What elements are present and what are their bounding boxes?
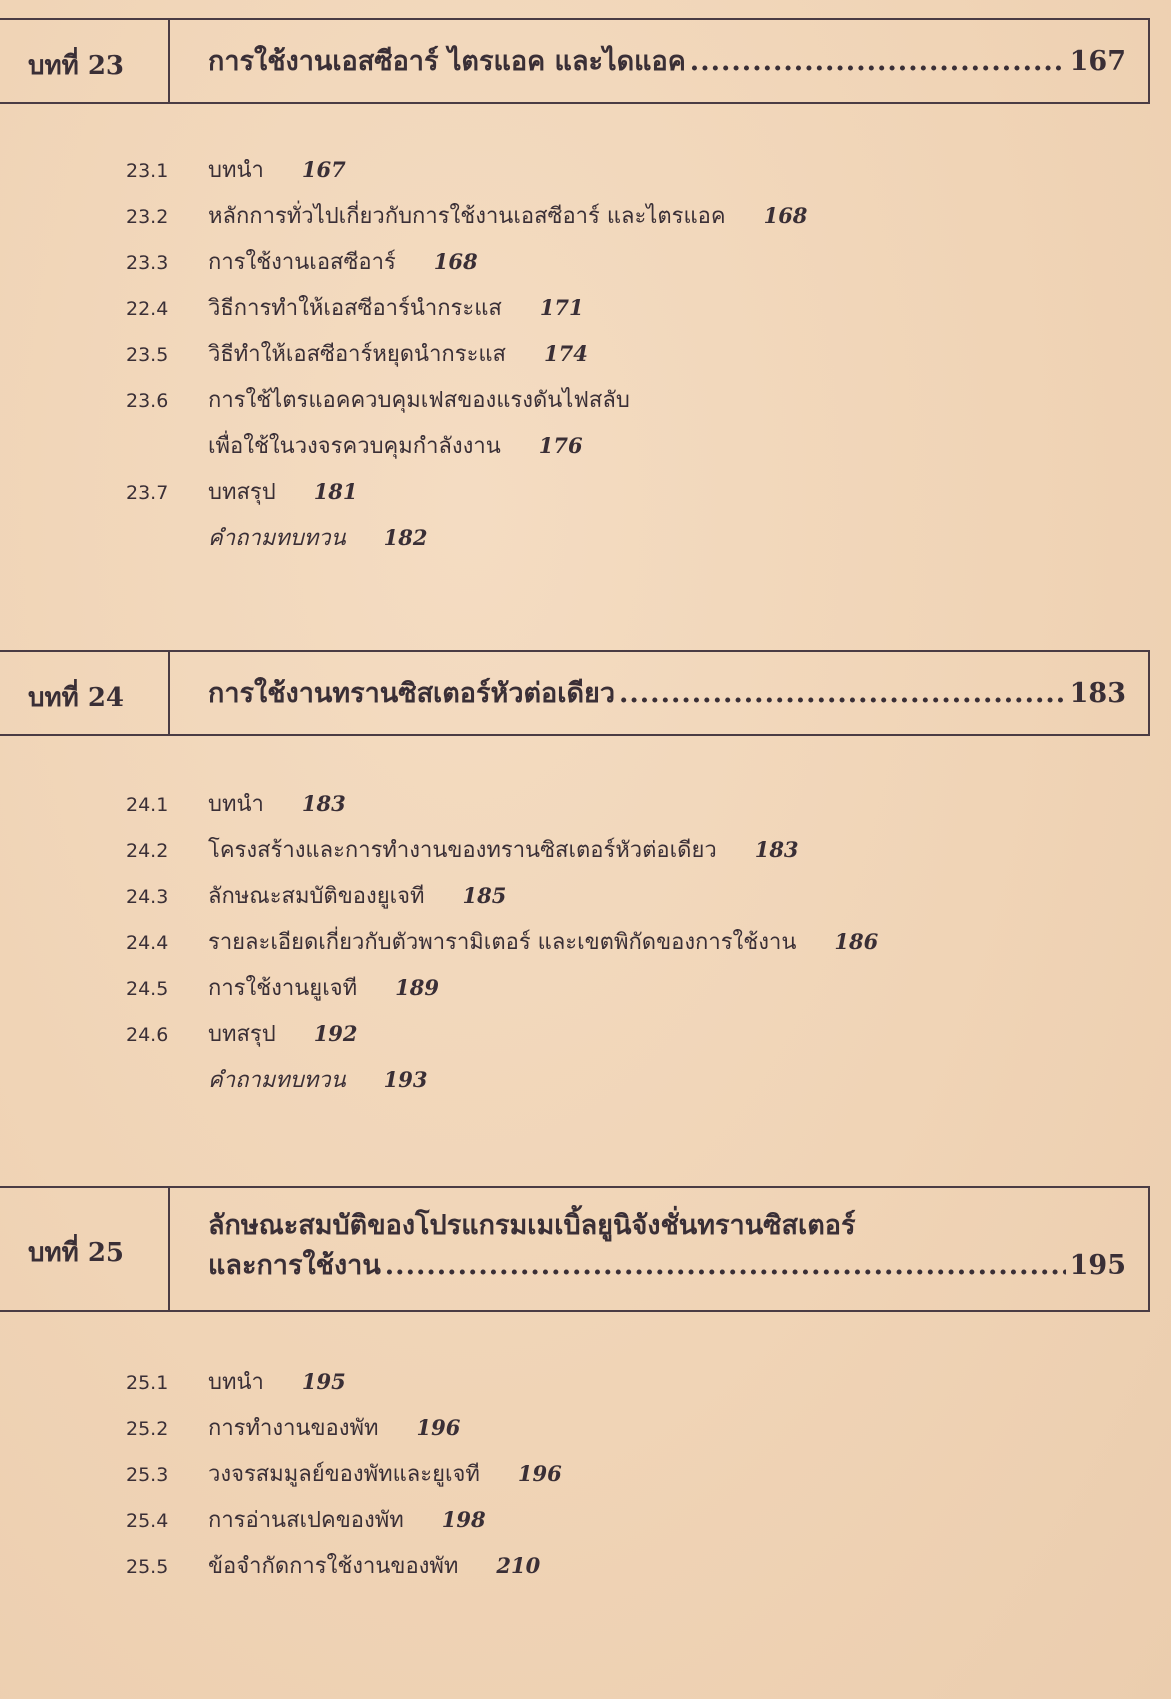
toc-entry[interactable] <box>126 832 1126 878</box>
leader-dots <box>619 674 1066 714</box>
toc-entry[interactable] <box>126 152 1126 198</box>
entry-page: 181 <box>313 479 358 504</box>
chapter-23-entries <box>126 152 1126 566</box>
entry-page: 182 <box>383 525 428 550</box>
chapter-23-header <box>0 18 1150 104</box>
toc-entry[interactable] <box>126 474 1126 520</box>
toc-entry[interactable] <box>126 924 1126 970</box>
toc-entry-continuation[interactable] <box>126 428 1126 474</box>
entry-page: 183 <box>301 791 346 816</box>
entry-number: 24.5 <box>126 978 169 1000</box>
entry-text: รายละเอียดเกี่ยวกับตัวพารามิเตอร์ และเขตพิกัดของการใช้งาน <box>208 930 797 955</box>
chapter-24-header <box>0 650 1150 736</box>
entry-page: 192 <box>313 1021 358 1046</box>
toc-entry[interactable] <box>126 1548 1126 1594</box>
leader-dots <box>690 42 1066 82</box>
entry-number: 23.2 <box>126 206 169 228</box>
header-divider <box>168 18 170 104</box>
chapter-label: บทที่ 25 <box>28 1238 125 1268</box>
chapter-title-text: การใช้งานทรานซิสเตอร์หัวต่อเดียว <box>208 678 615 709</box>
entry-number: 23.7 <box>126 482 169 504</box>
entry-text: คำถามทบทวน <box>208 1068 346 1093</box>
entry-number: 25.2 <box>126 1418 169 1440</box>
entry-text: เพื่อใช้ในวงจรควบคุมกำลังงาน <box>208 434 501 459</box>
header-divider <box>168 1186 170 1312</box>
entry-text: บทนำ <box>208 158 264 183</box>
chapter-title-text: การใช้งานเอสซีอาร์ ไตรแอค และไดแอค <box>208 46 686 77</box>
chapter-title <box>208 42 1126 82</box>
chapter-page: 167 <box>1069 46 1126 77</box>
entry-number: 23.5 <box>126 344 169 366</box>
entry-page: 189 <box>395 975 439 1000</box>
entry-number: 25.1 <box>126 1372 169 1394</box>
toc-entry[interactable] <box>126 290 1126 336</box>
chapter-label: บทที่ 23 <box>28 51 125 81</box>
entry-text: วงจรสมมูลย์ของพัทและยูเจที <box>208 1462 480 1487</box>
entry-text: วิธีการทำให้เอสซีอาร์นำกระแส <box>208 296 502 321</box>
entry-page: 168 <box>433 249 478 274</box>
entry-number: 25.4 <box>126 1510 169 1532</box>
entry-text: ลักษณะสมบัติของยูเจที <box>208 884 425 909</box>
entry-number: 25.5 <box>126 1556 169 1578</box>
entry-text: ข้อจำกัดการใช้งานของพัท <box>208 1554 459 1579</box>
entry-text: การทำงานของพัท <box>208 1416 379 1441</box>
entry-page: 196 <box>416 1415 461 1440</box>
entry-page: 210 <box>496 1553 541 1578</box>
chapter-title-text-line2: และการใช้งาน <box>208 1250 381 1281</box>
toc-entry[interactable] <box>126 878 1126 924</box>
entry-number: 24.1 <box>126 794 169 816</box>
entry-number: 24.4 <box>126 932 169 954</box>
entry-number: 24.2 <box>126 840 169 862</box>
entry-page: 174 <box>544 341 588 366</box>
chapter-title-text: ลักษณะสมบัติของโปรแกรมเมเบิ้ลยูนิจังชั่นทรานซิสเตอร์ <box>208 1210 856 1241</box>
chapter-title <box>208 674 1126 714</box>
toc-entry[interactable] <box>126 970 1126 1016</box>
chapter-24-entries <box>126 786 1126 1108</box>
toc-entry-review[interactable] <box>126 520 1126 566</box>
toc-entry[interactable] <box>126 198 1126 244</box>
entry-page: 185 <box>462 883 507 908</box>
chapter-page: 183 <box>1069 678 1126 709</box>
entry-text: การใช้งานยูเจที <box>208 976 358 1001</box>
entry-page: 196 <box>517 1461 562 1486</box>
entry-text: คำถามทบทวน <box>208 526 346 551</box>
entry-number: 23.1 <box>126 160 169 182</box>
entry-text: บทนำ <box>208 792 264 817</box>
entry-page: 167 <box>301 157 346 182</box>
entry-text: บทสรุป <box>208 480 276 505</box>
entry-page: 183 <box>754 837 799 862</box>
entry-text: การใช้งานเอสซีอาร์ <box>208 250 396 275</box>
entry-number: 24.3 <box>126 886 169 908</box>
toc-entry[interactable] <box>126 382 1126 428</box>
entry-number: 23.3 <box>126 252 169 274</box>
entry-page: 168 <box>763 203 808 228</box>
toc-entry[interactable] <box>126 1410 1126 1456</box>
entry-text: บทนำ <box>208 1370 264 1395</box>
toc-entry[interactable] <box>126 786 1126 832</box>
header-divider <box>168 650 170 736</box>
entry-page: 195 <box>301 1369 346 1394</box>
toc-entry[interactable] <box>126 336 1126 382</box>
entry-text: การอ่านสเปคของพัท <box>208 1508 404 1533</box>
entry-page: 171 <box>539 295 584 320</box>
entry-page: 193 <box>383 1067 428 1092</box>
chapter-page: 195 <box>1069 1250 1126 1281</box>
chapter-title <box>208 1206 1126 1286</box>
toc-entry-review[interactable] <box>126 1062 1126 1108</box>
chapter-25-header <box>0 1186 1150 1312</box>
toc-entry[interactable] <box>126 1016 1126 1062</box>
toc-entry[interactable] <box>126 1364 1126 1410</box>
chapter-label: บทที่ 24 <box>28 683 125 713</box>
entry-text: วิธีทำให้เอสซีอาร์หยุดนำกระแส <box>208 342 506 367</box>
entry-number: 24.6 <box>126 1024 169 1046</box>
toc-entry[interactable] <box>126 1502 1126 1548</box>
entry-text: หลักการทั่วไปเกี่ยวกับการใช้งานเอสซีอาร์ และไตรแอค <box>208 204 726 229</box>
entry-page: 186 <box>834 929 879 954</box>
entry-text: โครงสร้างและการทำงานของทรานซิสเตอร์หัวต่อเดียว <box>208 838 717 863</box>
entry-number: 25.3 <box>126 1464 169 1486</box>
entry-number: 22.4 <box>126 298 169 320</box>
entry-text: การใช้ไตรแอคควบคุมเฟสของแรงดันไฟสลับ <box>208 388 630 413</box>
entry-page: 176 <box>538 433 583 458</box>
entry-text: บทสรุป <box>208 1022 276 1047</box>
leader-dots <box>385 1246 1066 1286</box>
chapter-25-entries <box>126 1364 1126 1594</box>
entry-page: 198 <box>441 1507 486 1532</box>
toc-entry[interactable] <box>126 244 1126 290</box>
entry-number: 23.6 <box>126 390 169 412</box>
toc-entry[interactable] <box>126 1456 1126 1502</box>
